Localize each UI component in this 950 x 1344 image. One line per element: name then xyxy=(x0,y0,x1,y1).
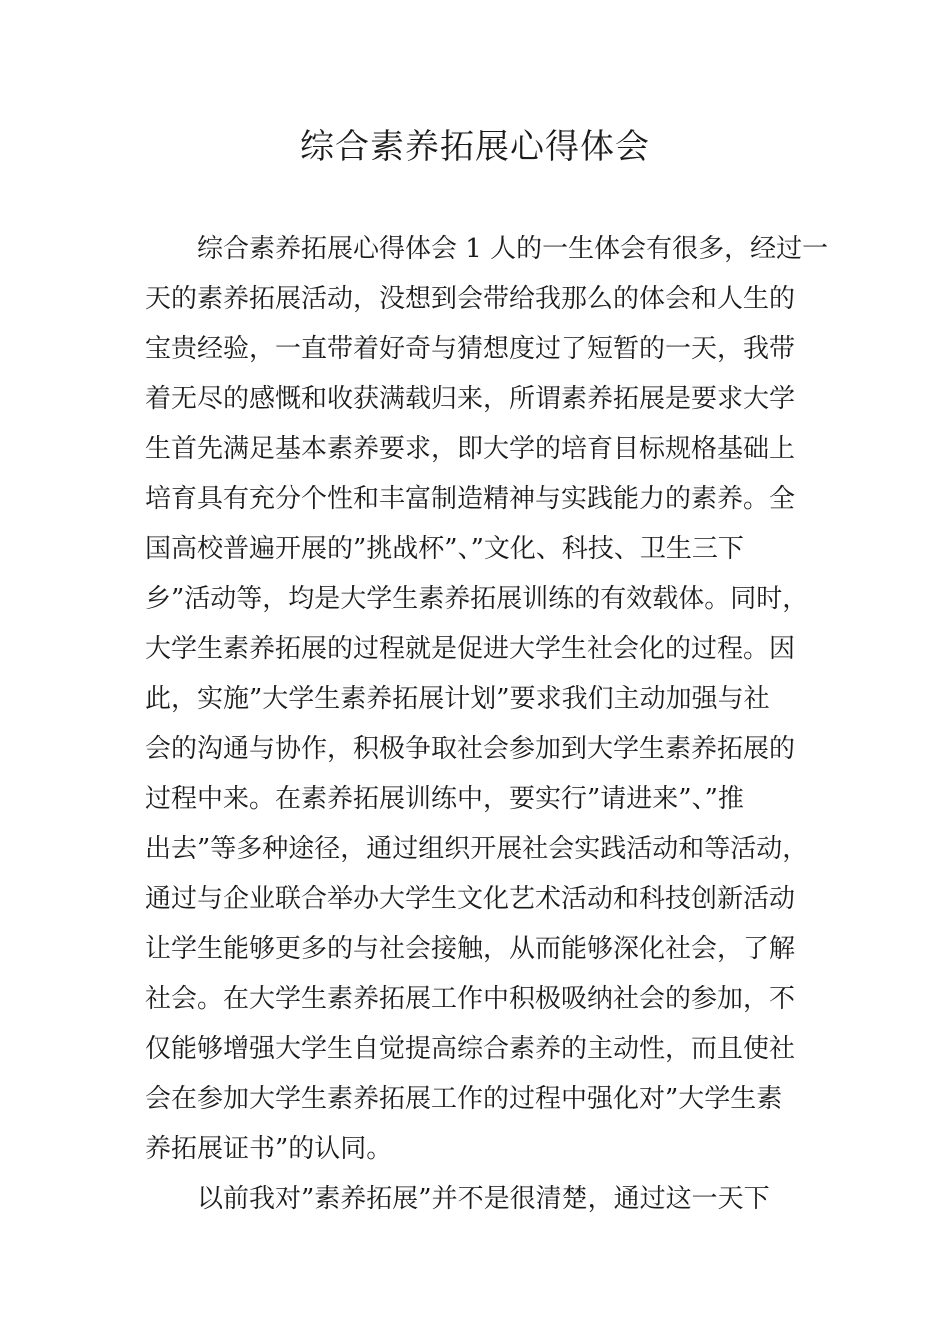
paragraph-1-line-8: 乡”活动等，均是大学生素养拓展训练的有效载体。同时， xyxy=(145,584,809,614)
paragraph-1-line-6: 培育具有充分个性和丰富制造精神与实践能力的素养。全 xyxy=(145,484,796,514)
paragraph-2-line-1: 以前我对”素养拓展”并不是很清楚，通过这一天下 xyxy=(197,1184,770,1214)
paragraph-1-line-16: 社会。在大学生素养拓展工作中积极吸纳社会的参加，不 xyxy=(145,984,796,1014)
paragraph-1-line-10: 此，实施”大学生素养拓展计划”要求我们主动加强与社 xyxy=(145,684,770,714)
document-body xyxy=(145,224,829,1224)
paragraph-1-line-1: 综合素养拓展心得体会 1 人的一生体会有很多，经过一 xyxy=(197,234,829,264)
paragraph-1-line-7: 国高校普遍开展的”挑战杯”、”文化、科技、卫生三下 xyxy=(145,534,744,564)
paragraph-1-line-12: 过程中来。在素养拓展训练中，要实行”请进来”、”推 xyxy=(145,784,744,814)
paragraph-1-line-17: 仅能够增强大学生自觉提高综合素养的主动性，而且使社 xyxy=(145,1034,796,1064)
paragraph-1-line-18: 会在参加大学生素养拓展工作的过程中强化对”大学生素 xyxy=(145,1084,783,1114)
paragraph-1-line-5: 生首先满足基本素养要求，即大学的培育目标规格基础上 xyxy=(145,434,796,464)
paragraph-1-line-19: 养拓展证书”的认同。 xyxy=(145,1134,393,1164)
paragraph-1-line-15: 让学生能够更多的与社会接触，从而能够深化社会，了解 xyxy=(145,934,796,964)
paragraph-1-line-11: 会的沟通与协作，积极争取社会参加到大学生素养拓展的 xyxy=(145,734,796,764)
paragraph-1-line-13: 出去”等多种途径，通过组织开展社会实践活动和等活动， xyxy=(145,834,809,864)
paragraph-1-line-2: 天的素养拓展活动，没想到会带给我那么的体会和人生的 xyxy=(145,284,796,314)
paragraph-1-line-3: 宝贵经验，一直带着好奇与猜想度过了短暂的一天，我带 xyxy=(145,334,796,364)
paragraph-1-line-4: 着无尽的感慨和收获满载归来，所谓素养拓展是要求大学 xyxy=(145,384,796,414)
document-title: 综合素养拓展心得体会 xyxy=(300,127,650,167)
paragraph-1-line-9: 大学生素养拓展的过程就是促进大学生社会化的过程。因 xyxy=(145,634,796,664)
paragraph-1-line-14: 通过与企业联合举办大学生文化艺术活动和科技创新活动 xyxy=(145,884,796,914)
